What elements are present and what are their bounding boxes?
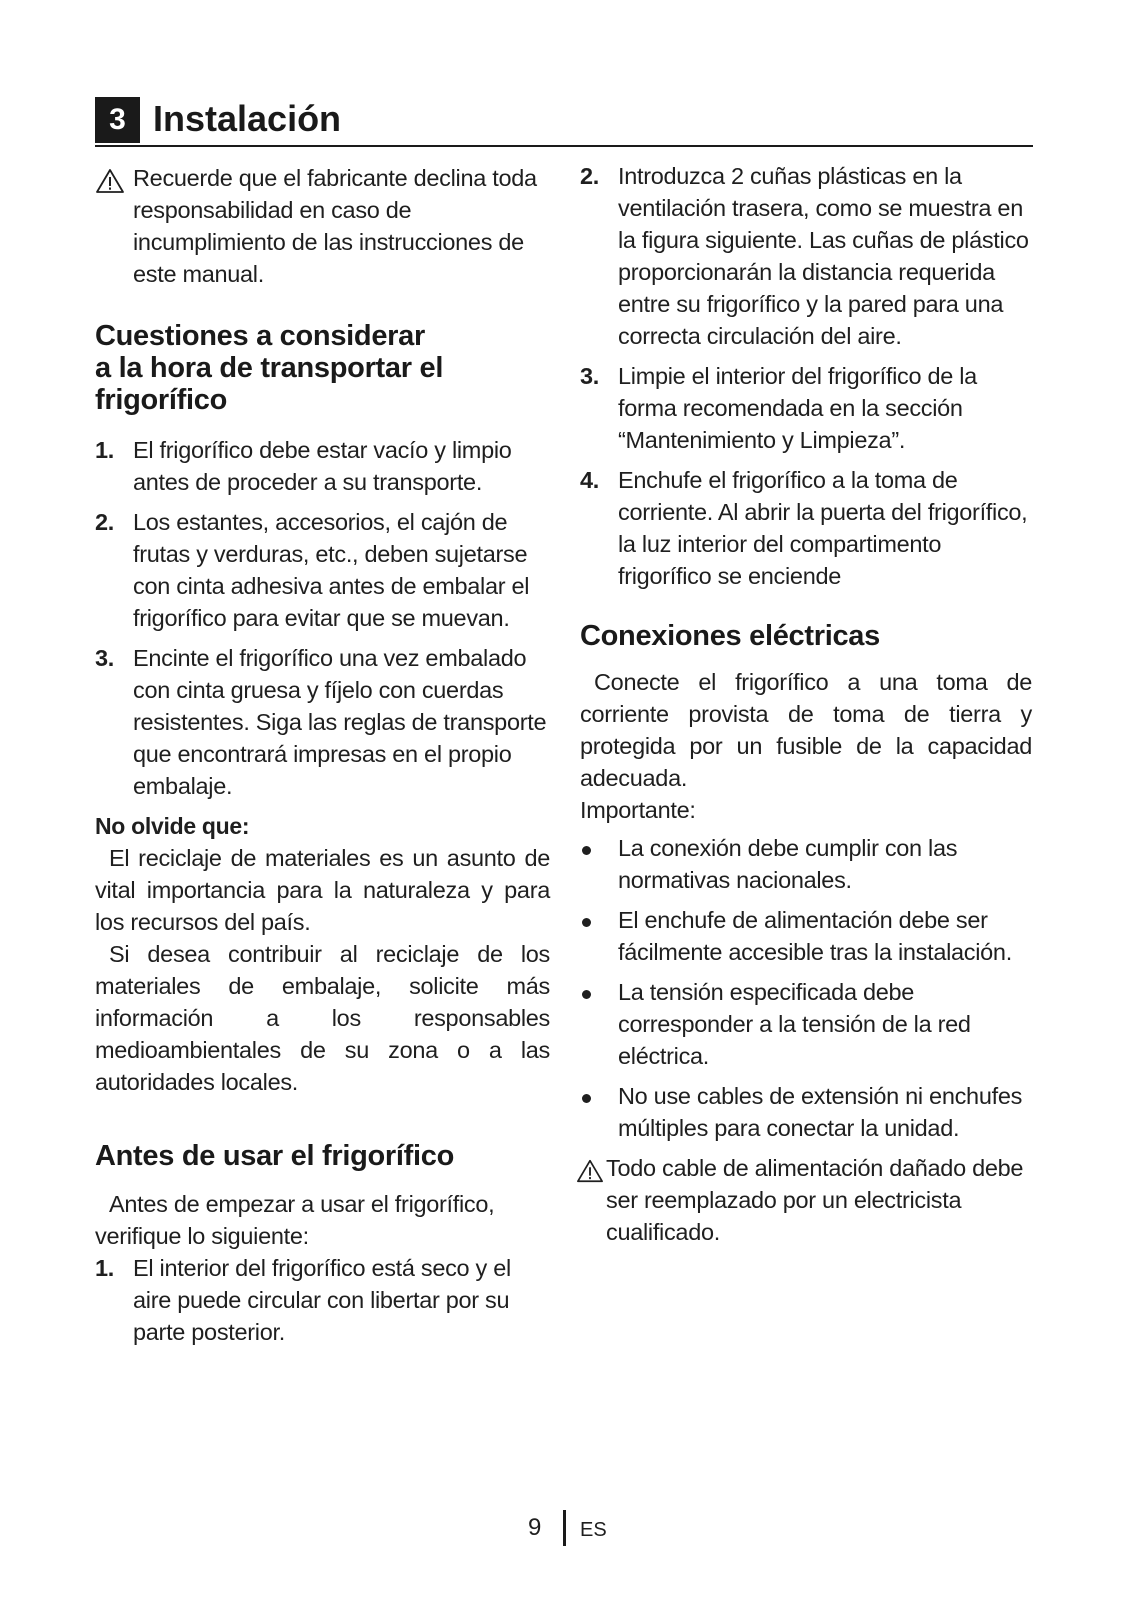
list-item <box>580 360 1032 456</box>
transport-section-title <box>95 320 550 416</box>
footer-divider <box>563 1510 566 1546</box>
bullet-dot-icon <box>582 846 591 855</box>
warning-note <box>580 1152 1032 1248</box>
warning-text: Recuerde que el fabricante declina toda responsabilidad en caso de incumplimiento de las instrucciones de este manual. <box>133 165 537 287</box>
bullet-text: La conexión debe cumplir con las normativas nacionales. <box>618 835 958 893</box>
warning-note <box>95 162 550 290</box>
list-number: 2. <box>580 163 599 189</box>
bullet-dot-icon <box>582 1094 591 1103</box>
list-number: 3. <box>580 363 599 389</box>
bullet-text: La tensión especificada debe corresponder a la tensión de la red eléctrica. <box>618 979 971 1069</box>
bullet-dot-icon <box>582 918 591 927</box>
note-title: No olvide que: <box>95 813 250 839</box>
note-paragraph: Si desea contribuir al reciclaje de los materiales de embalaje, solicite más información a los responsables medioambientales de su zona o a las autoridades locales. <box>95 941 550 1095</box>
list-item <box>580 464 1032 592</box>
bullet-item <box>580 904 1032 968</box>
list-number: 1. <box>95 437 114 463</box>
transport-title-line: a la hora de transportar el <box>95 352 444 384</box>
list-item <box>95 434 550 498</box>
transport-title-line: frigorífico <box>95 384 228 416</box>
list-text: Limpie el interior del frigorífico de la forma recomendada en la sección “Mantenimiento y Limpieza”. <box>618 363 977 453</box>
before-use-intro: Antes de empezar a usar el frigorífico, verifique lo siguiente: <box>95 1191 495 1249</box>
list-number: 2. <box>95 509 114 535</box>
list-text: Encinte el frigorífico una vez embalado con cinta gruesa y fíjelo con cuerdas resistentes. Siga las reglas de transporte que encontrará impresas en el propio embalaje. <box>133 645 547 799</box>
list-text: Enchufe el frigorífico a la toma de corriente. Al abrir la puerta del frigorífico, la luz interior del compartimento frigorífico se enciende <box>618 467 1028 589</box>
left-column <box>95 162 550 1356</box>
list-text: Los estantes, accesorios, el cajón de frutas y verduras, etc., deben sujetarse con cinta adhesiva antes de embalar el frigorífico para evitar que se muevan. <box>133 509 530 631</box>
bullet-item <box>580 832 1032 896</box>
list-item <box>580 160 1032 352</box>
before-use-section-title: Antes de usar el frigorífico <box>95 1140 455 1172</box>
chapter-number-badge: 3 <box>95 97 140 143</box>
list-number: 1. <box>95 1255 114 1281</box>
list-item <box>95 506 550 634</box>
electrical-section-title: Conexiones eléctricas <box>580 620 880 652</box>
warning-text: Todo cable de alimentación dañado debe ser reemplazado por un electricista cualificado. <box>606 1155 1024 1245</box>
list-number: 4. <box>580 467 599 493</box>
list-text: Introduzca 2 cuñas plásticas en la ventilación trasera, como se muestra en la figura siguiente. Las cuñas de plástico proporcionarán la distancia requerida entre su frigorífico y la pared para una correcta circulación del aire. <box>618 163 1029 349</box>
warning-triangle-icon <box>95 168 125 194</box>
list-item <box>95 642 550 802</box>
chapter-title: Instalación <box>153 98 342 139</box>
list-text: El interior del frigorífico está seco y el aire puede circular con libertar por su parte posterior. <box>133 1255 511 1345</box>
language-code: ES <box>580 1519 607 1541</box>
list-number: 3. <box>95 645 114 671</box>
warning-triangle-icon <box>576 1158 604 1184</box>
bullet-item <box>580 1080 1032 1144</box>
list-text: El frigorífico debe estar vacío y limpio antes de proceder a su transporte. <box>133 437 512 495</box>
bullet-text: El enchufe de alimentación debe ser fácilmente accesible tras la instalación. <box>618 907 1012 965</box>
electrical-paragraph: Conecte el frigorífico a una toma de corriente provista de toma de tierra y protegida por un fusible de la capacidad adecuada. <box>580 669 1032 791</box>
list-item <box>95 1252 550 1348</box>
right-column <box>580 160 1032 1248</box>
bullet-dot-icon <box>582 990 591 999</box>
bullet-text: No use cables de extensión ni enchufes múltiples para conectar la unidad. <box>618 1083 1023 1141</box>
transport-title-line: Cuestiones a considerar <box>95 320 425 352</box>
bullet-item <box>580 976 1032 1072</box>
page-number: 9 <box>528 1514 542 1541</box>
chapter-header <box>95 95 1033 147</box>
page-footer <box>0 1510 1128 1550</box>
note-paragraph: El reciclaje de materiales es un asunto de vital importancia para la naturaleza y para los recursos del país. <box>95 845 550 935</box>
important-label: Importante: <box>580 797 696 823</box>
